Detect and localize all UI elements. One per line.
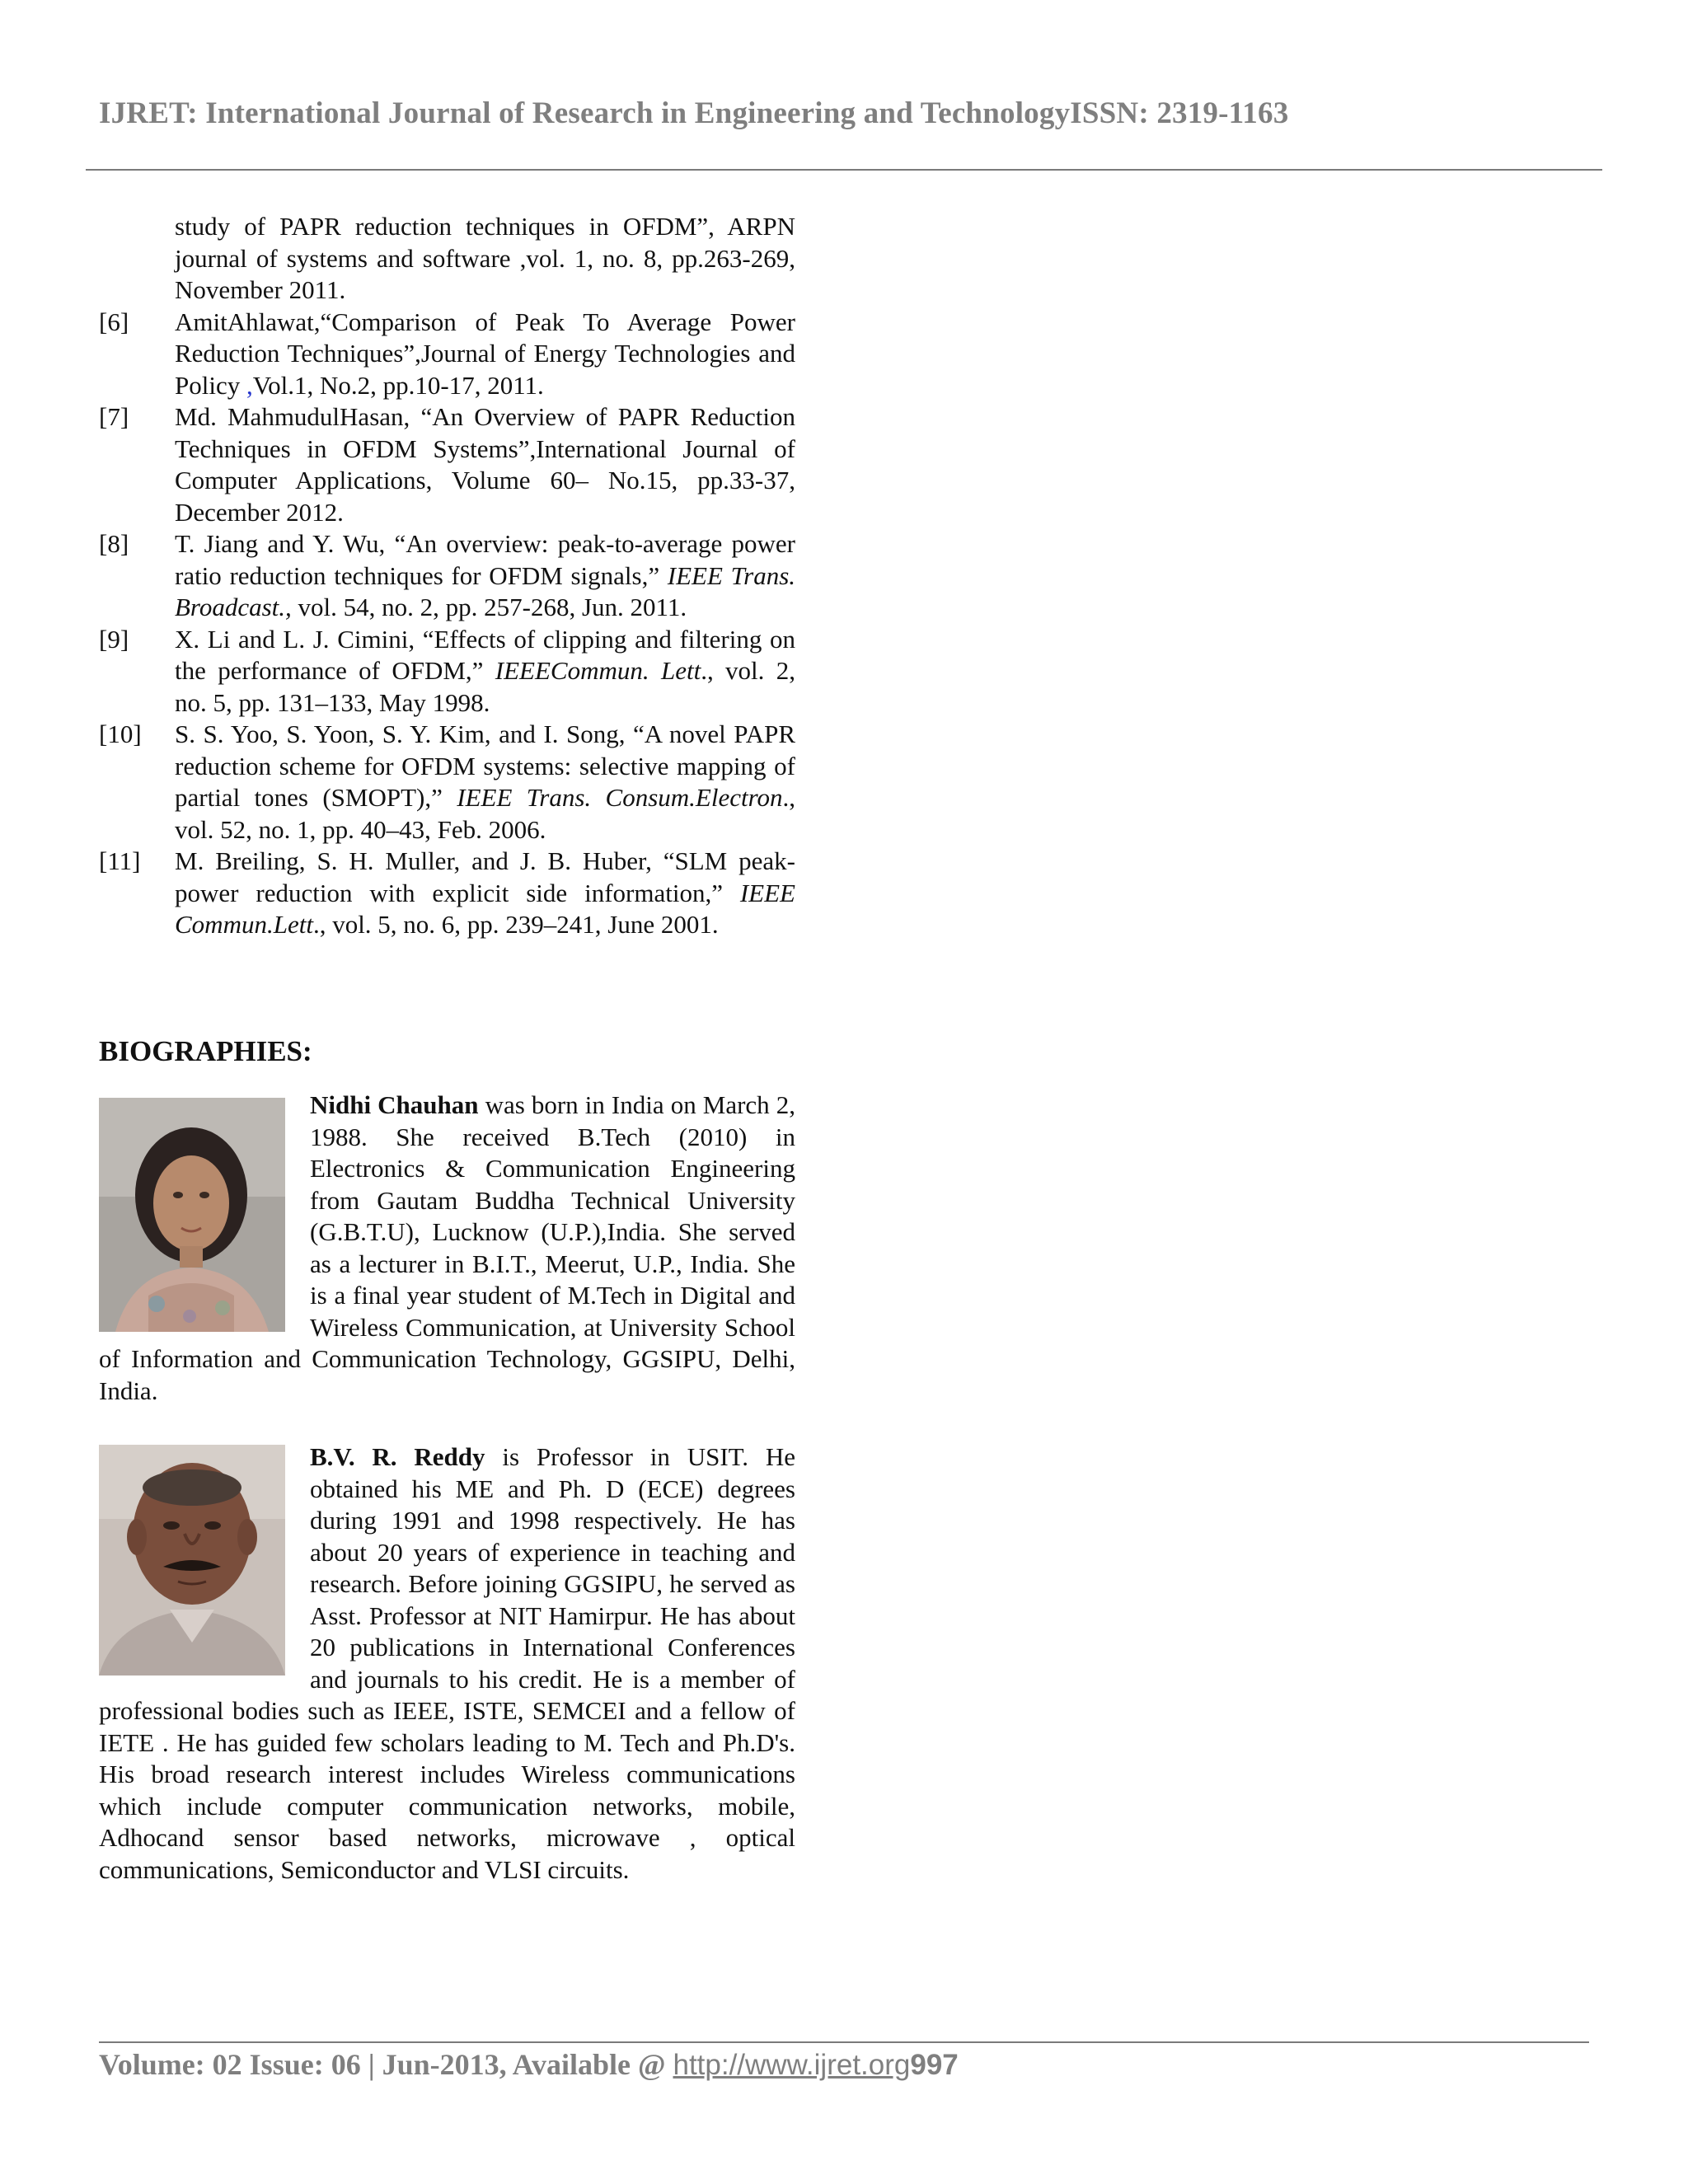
reference-item [99, 528, 795, 624]
author-photo-image [99, 1098, 285, 1332]
reference-number: [7] [99, 402, 129, 431]
reference-item [99, 307, 795, 402]
reference-text-part: AmitAhlawat,“Comparison of Peak To Average Power Reduction Techniques”,Journal of Energy Technologies and Policy [175, 307, 795, 400]
reference-number: [6] [99, 307, 129, 336]
biography-text: was born in India on March 2, 1988. She received B.Tech (2010) in Electronics & Communication Engineering from Gautam Buddha Technical University (G.B.T.U), Lucknow (U.P.),India. She served as a lecturer in B.I.T., Meerut, U.P., India. She is a final year student of M.Tech in Digital and Wireless Communication, at University School of Information and Communication Technology, GGSIPU, Delhi, India. [99, 1090, 795, 1405]
references-list [99, 211, 795, 941]
reference-number: [10] [99, 719, 142, 748]
reference-text-part: ., vol. 5, no. 6, pp. 239–241, June 2001. [312, 910, 719, 939]
reference-text-part: ., vol. 52, no. 1, pp. 40–43, Feb. 2006. [175, 783, 796, 844]
reference-text-part: vol. 54, no. 2, pp. 257-268, Jun. 2011. [298, 593, 687, 621]
reference-text-part: Vol.1, No.2, pp.10-17, 2011. [252, 370, 544, 400]
reference-item [99, 624, 795, 719]
reference-text [175, 307, 795, 402]
footer-text: Volume: 02 Issue: 06 | Jun-2013, Available @ [99, 2048, 673, 2081]
reference-text-part: M. Breiling, S. H. Muller, and J. B. Huber, “SLM peak-power reduction with explicit side information,” [175, 846, 795, 907]
footer-divider [99, 2041, 1589, 2043]
reference-text-part: T. Jiang and Y. Wu, “An overview: peak-to-average power ratio reduction techniques for OFDM signals,” [175, 529, 795, 590]
header-divider [86, 169, 1602, 171]
reference-text [175, 846, 795, 941]
biographies-heading: BIOGRAPHIES: [99, 1035, 312, 1067]
reference-text-part: ., vol. 2, no. 5, pp. 131–133, May 1998. [175, 656, 795, 717]
reference-venue: IEEECommun. Lett [495, 656, 701, 685]
biography-nidhi-chauhan [99, 1090, 795, 1407]
reference-text-part: S. S. Yoo, S. Yoon, S. Y. Kim, and I. Song, “A novel PAPR reduction scheme for OFDM systems: selective mapping of partial tones (SMOPT),” [175, 719, 795, 812]
reference-item [99, 719, 795, 846]
author-name: B.V. R. Reddy [310, 1442, 485, 1471]
reference-item [99, 846, 795, 941]
reference-venue: IEEE Trans. Consum.Electron [457, 783, 783, 812]
reference-venue: IEEE Trans. Broadcast., [175, 560, 796, 621]
page-number: 997 [910, 2049, 959, 2081]
reference-text: Md. MahmudulHasan, “An Overview of PAPR Reduction Techniques in OFDM Systems”,International Journal of Computer Applications, Volume 60– No.15, pp.33-37, December 2012. [175, 402, 795, 527]
reference-text [175, 624, 795, 719]
journal-header: IJRET: International Journal of Research in Engineering and TechnologyISSN: 2319-1163 [99, 96, 1289, 130]
reference-text-part: X. Li and L. J. Cimini, “Effects of clipping and filtering on the performance of OFDM,” [175, 624, 795, 685]
reference-text [175, 528, 795, 624]
author-name: Nidhi Chauhan [310, 1090, 479, 1119]
reference-number: [8] [99, 529, 129, 558]
biography-text: is Professor in USIT. He obtained his ME and Ph. D (ECE) degrees during 1991 and 1998 respectively. He has about 20 years of experience in teaching and research. Before joining GGSIPU, he served as Asst. Professor at NIT Hamirpur. He has about 20 publications in International Conferences and journals to his credit. He is a member of professional bodies such as IEEE, ISTE, SEMCEI and a fellow of IETE . He has guided few scholars leading to M. Tech and Ph.D's. His broad research interest includes Wireless communications which include computer communication networks, mobile, Adhocand sensor based networks, microwave , optical communications, Semiconductor and VLSI circuits. [99, 1442, 795, 1884]
reference-number: [11] [99, 846, 141, 875]
reference-comma: , [246, 370, 253, 400]
reference-text [175, 719, 795, 846]
reference-item [99, 401, 795, 528]
reference-number: [9] [99, 624, 129, 654]
page-footer [99, 2047, 959, 2082]
reference-continuation: study of PAPR reduction techniques in OFDM”, ARPN journal of systems and software ,vol. 1, no. 8, pp.263-269, November 2011. [175, 212, 795, 304]
author-photo-image [99, 1445, 285, 1675]
biography-bvr-reddy [99, 1441, 795, 1886]
author-photo [99, 1098, 285, 1332]
author-photo [99, 1445, 285, 1675]
journal-link[interactable]: http://www.ijret.org [673, 2049, 911, 2081]
reference-venue: IEEE Commun.Lett [175, 878, 795, 939]
